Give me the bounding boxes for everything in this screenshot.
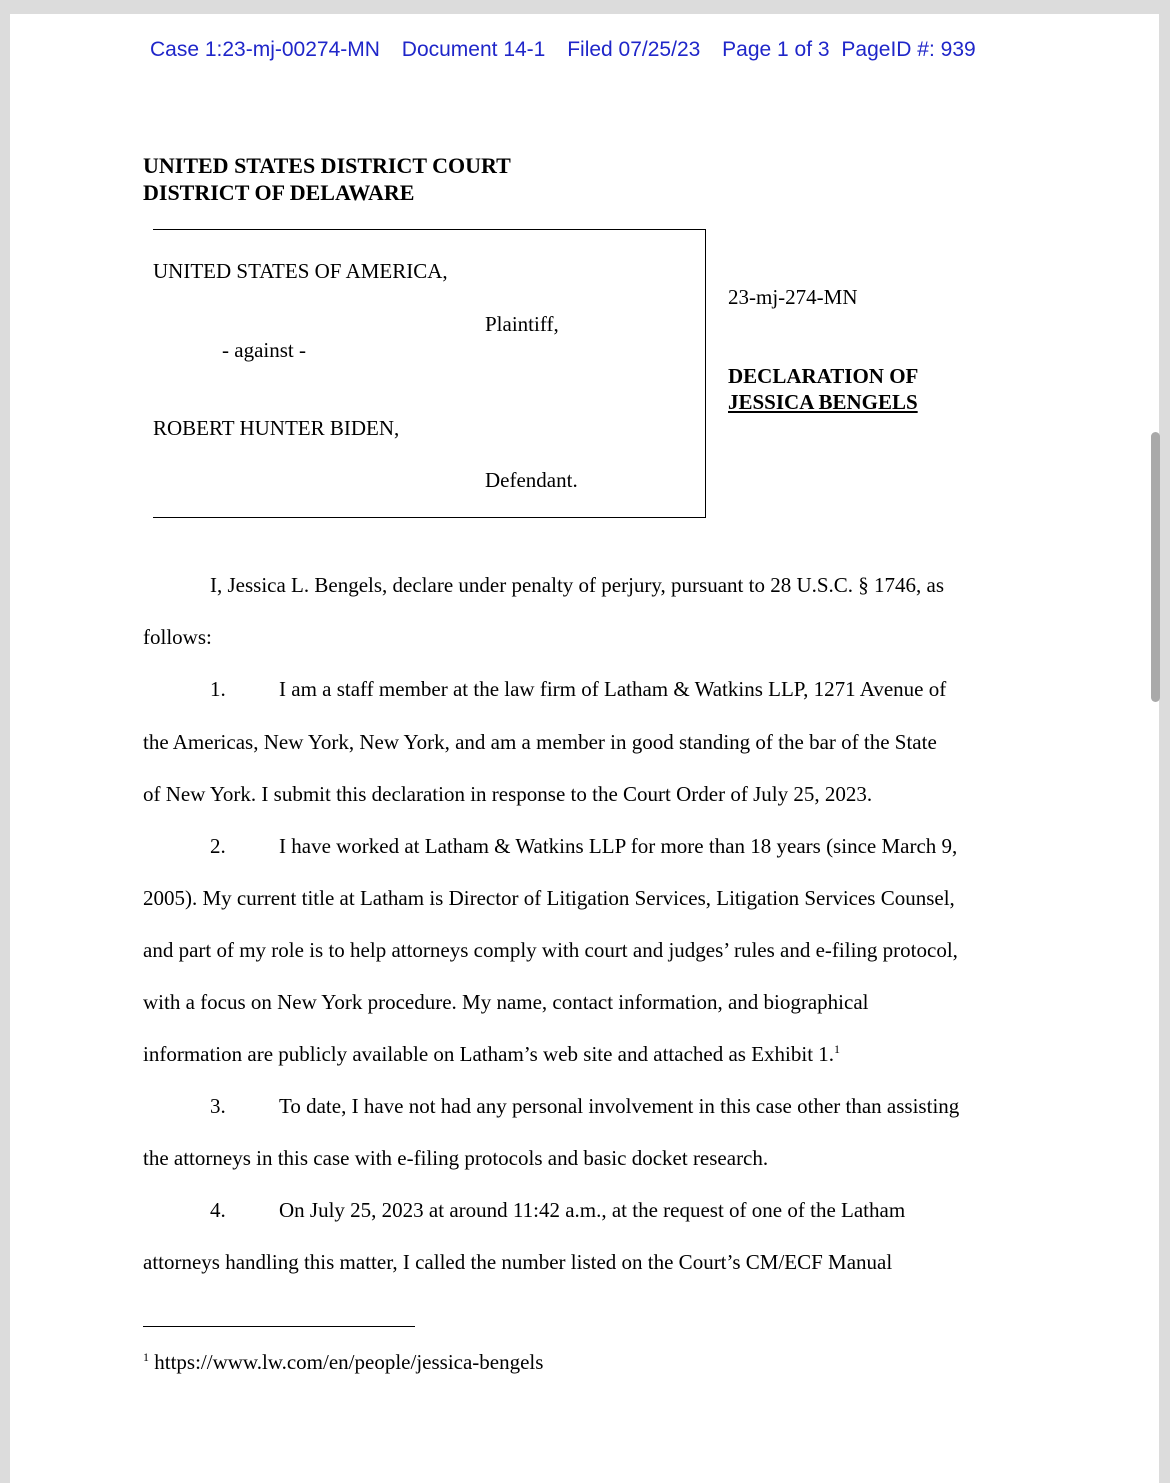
paragraph-2-line-5	[143, 1042, 840, 1067]
header-filed: Filed 07/25/23	[567, 38, 701, 61]
paragraph-2-line-4: with a focus on New York procedure. My name, contact information, and biographical	[143, 990, 869, 1014]
header-pageid: PageID #: 939	[841, 38, 976, 61]
paragraph-1-line-2: the Americas, New York, New York, and am a member in good standing of the bar of the State	[143, 730, 937, 754]
header-document: Document 14-1	[401, 38, 546, 61]
paragraph-2-line-2: 2005). My current title at Latham is Director of Litigation Services, Litigation Services Counsel,	[143, 886, 955, 910]
paragraph-4-line-2: attorneys handling this matter, I called the number listed on the Court’s CM/ECF Manual	[143, 1250, 893, 1274]
header-page: Page 1 of 3	[722, 38, 830, 61]
court-line-1: UNITED STATES DISTRICT COURT	[143, 153, 511, 178]
paragraph-2-line-1: I have worked at Latham & Watkins LLP for more than 18 years (since March 9,	[279, 834, 958, 858]
footnote-number: 1	[143, 1350, 149, 1364]
paragraph-4-line-1: On July 25, 2023 at around 11:42 a.m., at the request of one of the Latham	[279, 1198, 906, 1222]
paragraph-1-line-1: I am a staff member at the law firm of Latham & Watkins LLP, 1271 Avenue of	[279, 677, 947, 701]
vertical-scrollbar[interactable]	[1151, 432, 1160, 702]
defendant-role: Defendant.	[485, 468, 578, 492]
paragraph-2-line-3: and part of my role is to help attorneys comply with court and judges’ rules and e-filing protocol,	[143, 938, 958, 962]
defendant-name: ROBERT HUNTER BIDEN,	[153, 416, 400, 440]
court-name	[143, 152, 511, 206]
footnote-link[interactable]: https://www.lw.com/en/people/jessica-bengels	[154, 1350, 544, 1374]
intro-line-2: follows:	[143, 625, 212, 649]
plaintiff-role: Plaintiff,	[485, 312, 559, 336]
document-title	[728, 363, 918, 415]
paragraph-3-line-2: the attorneys in this case with e-filing protocols and basic docket research.	[143, 1146, 769, 1170]
document-page	[10, 14, 1159, 1483]
footnote-reference: 1	[834, 1042, 841, 1056]
paragraph-2-number: 2.	[210, 834, 226, 858]
paragraph-4-number: 4.	[210, 1198, 226, 1222]
against-label: - against -	[222, 338, 306, 362]
document-title-line-2: JESSICA BENGELS	[728, 390, 918, 414]
intro-line-1: I, Jessica L. Bengels, declare under penalty of perjury, pursuant to 28 U.S.C. § 1746, as	[210, 573, 945, 597]
document-title-line-1: DECLARATION OF	[728, 364, 919, 388]
court-line-2: DISTRICT OF DELAWARE	[143, 180, 415, 205]
paragraph-1-line-3: of New York. I submit this declaration in response to the Court Order of July 25, 2023.	[143, 782, 873, 806]
header-case: Case 1:23-mj-00274-MN	[150, 38, 380, 61]
footnote-divider	[143, 1326, 415, 1327]
paragraph-2-line-5-text: information are publicly available on Latham’s web site and attached as Exhibit 1.	[143, 1042, 835, 1066]
ecf-header	[150, 38, 992, 62]
paragraph-3-number: 3.	[210, 1094, 226, 1118]
footnote	[143, 1350, 543, 1375]
case-number: 23-mj-274-MN	[728, 285, 858, 309]
plaintiff-name: UNITED STATES OF AMERICA,	[153, 259, 448, 283]
paragraph-1-number: 1.	[210, 677, 226, 701]
paragraph-3-line-1: To date, I have not had any personal involvement in this case other than assisting	[279, 1094, 960, 1118]
